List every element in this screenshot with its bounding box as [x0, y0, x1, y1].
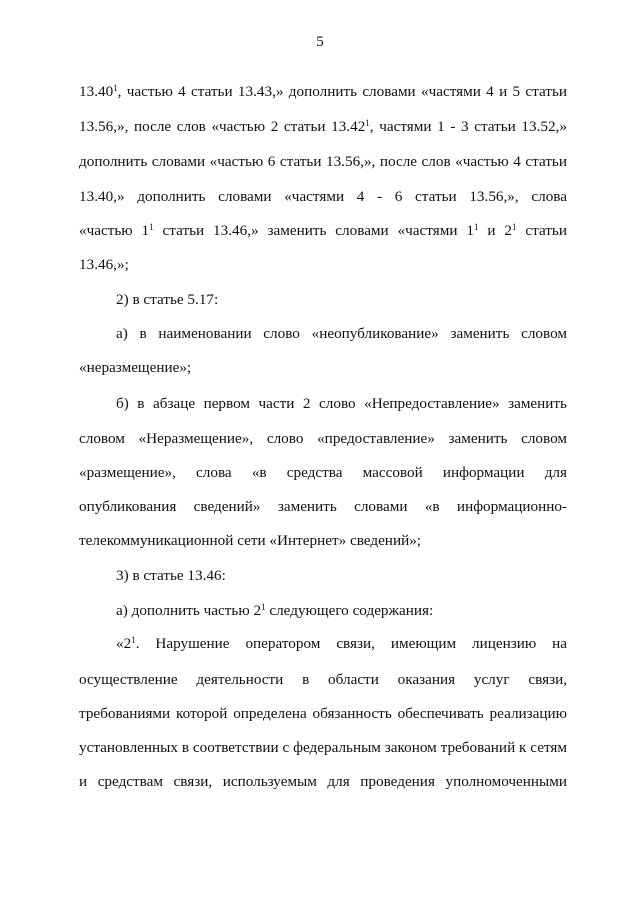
text-line: а) дополнить частью $2^1$ следующего содержания: [116, 602, 434, 619]
text-line: 13.56,», после слов «частью 2 статьи 13.42$^1$, частями 1 - 3 статьи 13.52,» [79, 118, 567, 135]
page-number: 5 [316, 34, 324, 50]
text-line: «$2^1$. Нарушение оператором связи, имеющим лицензию на [116, 635, 567, 652]
text-line: телекоммуникационной сети «Интернет» сведений»; [79, 532, 422, 549]
text-line: требованиями которой определена обязанность обеспечивать реализацию [79, 705, 567, 722]
text-line: установленных в соответствии с федеральным законом требований к сетям [79, 739, 567, 756]
text-line: а) в наименовании слово «неопубликование» заменить словом [116, 325, 567, 342]
text-line: осуществление деятельности в области оказания услуг связи, [79, 671, 567, 688]
text-line: «частью $1^1$ статьи 13.46,» заменить словами «частями $1^1$ и $2^1$ статьи [79, 222, 567, 239]
text-line: «неразмещение»; [79, 359, 192, 376]
text-line: дополнить словами «частью 6 статьи 13.56,», после слов «частью 4 статьи [79, 153, 567, 170]
text-line: 13.46,»; [79, 256, 129, 273]
text-line: опубликования сведений» заменить словами «в информационно- [79, 498, 567, 515]
text-line: и средствам связи, используемым для проведения уполномоченными [79, 773, 567, 790]
text-line: словом «Неразмещение», слово «предоставление» заменить словом [79, 430, 567, 447]
text-line: 13.40$^1$, частью 4 статьи 13.43,» дополнить словами «частями 4 и 5 статьи [79, 83, 567, 100]
text-line: 2) в статье 5.17: [116, 291, 219, 308]
text-line: 13.40,» дополнить словами «частями 4 - 6 статьи 13.56,», слова [79, 188, 567, 205]
text-line: 3) в статье 13.46: [116, 567, 226, 584]
text-line: «размещение», слова «в средства массовой информации для [79, 464, 567, 481]
text-line: б) в абзаце первом части 2 слово «Непредоставление» заменить [116, 395, 567, 412]
